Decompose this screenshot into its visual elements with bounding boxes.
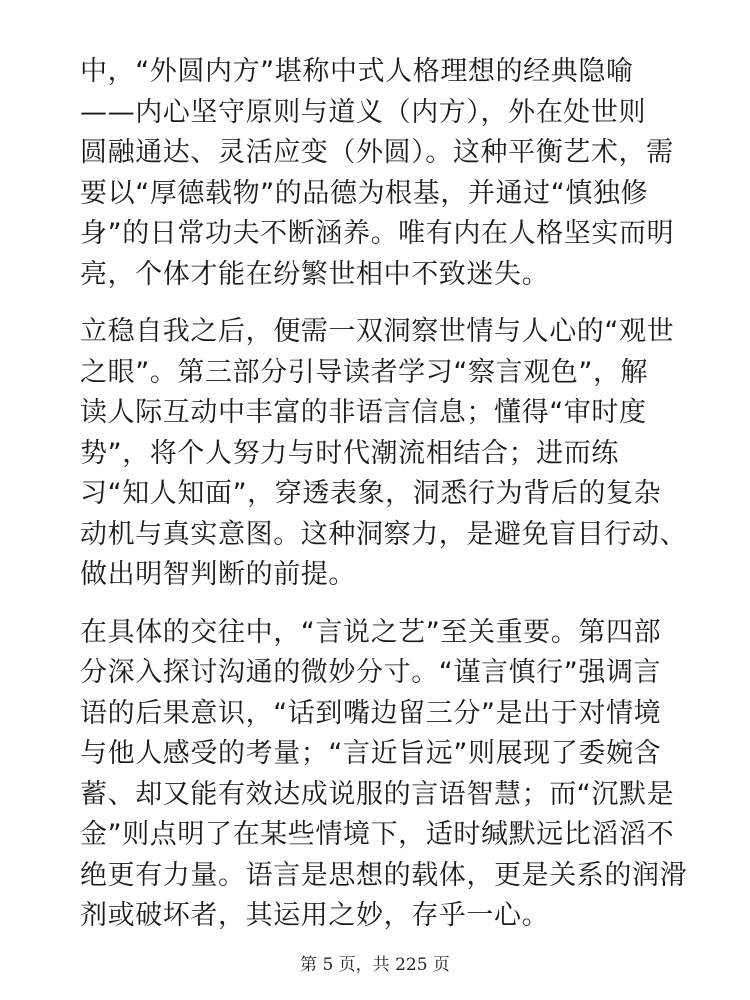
text-line: 语的后果意识，“话到嘴边留三分”是出于对情境 [80, 697, 662, 729]
text-line: 绝更有力量。语言是思想的载体，更是关系的润滑 [80, 859, 688, 891]
text-line: 立稳自我之后，便需一双洞察世情与人心的“观世 [80, 316, 675, 347]
text-line: ——内心坚守原则与道义（内方），外在处世则 [80, 96, 647, 128]
text-line: 势”，将个人努力与时代潮流相结合；进而练 [80, 437, 619, 469]
paragraph-2 [80, 312, 688, 596]
text-line: 分深入探讨沟通的微妙分寸。“谨言慎行”强调言 [80, 657, 662, 688]
text-line: 习“知人知面”，穿透表象，洞悉行为背后的复杂 [80, 478, 662, 509]
text-line: 做出明智判断的前提。 [80, 559, 356, 590]
paragraph-1 [80, 52, 680, 295]
paragraph-3 [80, 613, 688, 937]
text-line: 与他人感受的考量；“言近旨远”则展现了委婉含 [80, 738, 662, 769]
text-line: 剂或破坏者，其运用之妙，存乎一心。 [80, 900, 550, 931]
text-line: 中，“外圆内方”堪称中式人格理想的经典隐喻 [80, 56, 634, 87]
text-line: 身”的日常功夫不断涵养。唯有内在人格坚实而明 [80, 218, 675, 249]
text-line: 蓄、却又能有效达成说服的言语智慧；而“沉默是 [80, 778, 675, 810]
text-line: 金”则点明了在某些情境下，适时缄默远比滔滔不 [80, 819, 675, 850]
text-line: 之眼”。第三部分引导读者学习“察言观色”，解 [80, 356, 649, 388]
text-line: 在具体的交往中，“言说之艺”至关重要。第四部 [80, 616, 662, 648]
text-line: 要以“厚德载物”的品德为根基，并通过“慎独修 [80, 177, 649, 209]
text-line: 读人际互动中丰富的非语言信息；懂得“审时度 [80, 397, 647, 428]
page-number-footer: 第 5 页，共 225 页 [300, 955, 450, 975]
text-line: 亮，个体才能在纷繁世相中不致迷失。 [80, 258, 550, 290]
document-page [80, 52, 688, 954]
text-line: 圆融通达、灵活应变（外圆）。这种平衡艺术，需 [80, 137, 674, 168]
text-line: 动机与真实意图。这种洞察力，是避免盲目行动、 [80, 518, 688, 550]
